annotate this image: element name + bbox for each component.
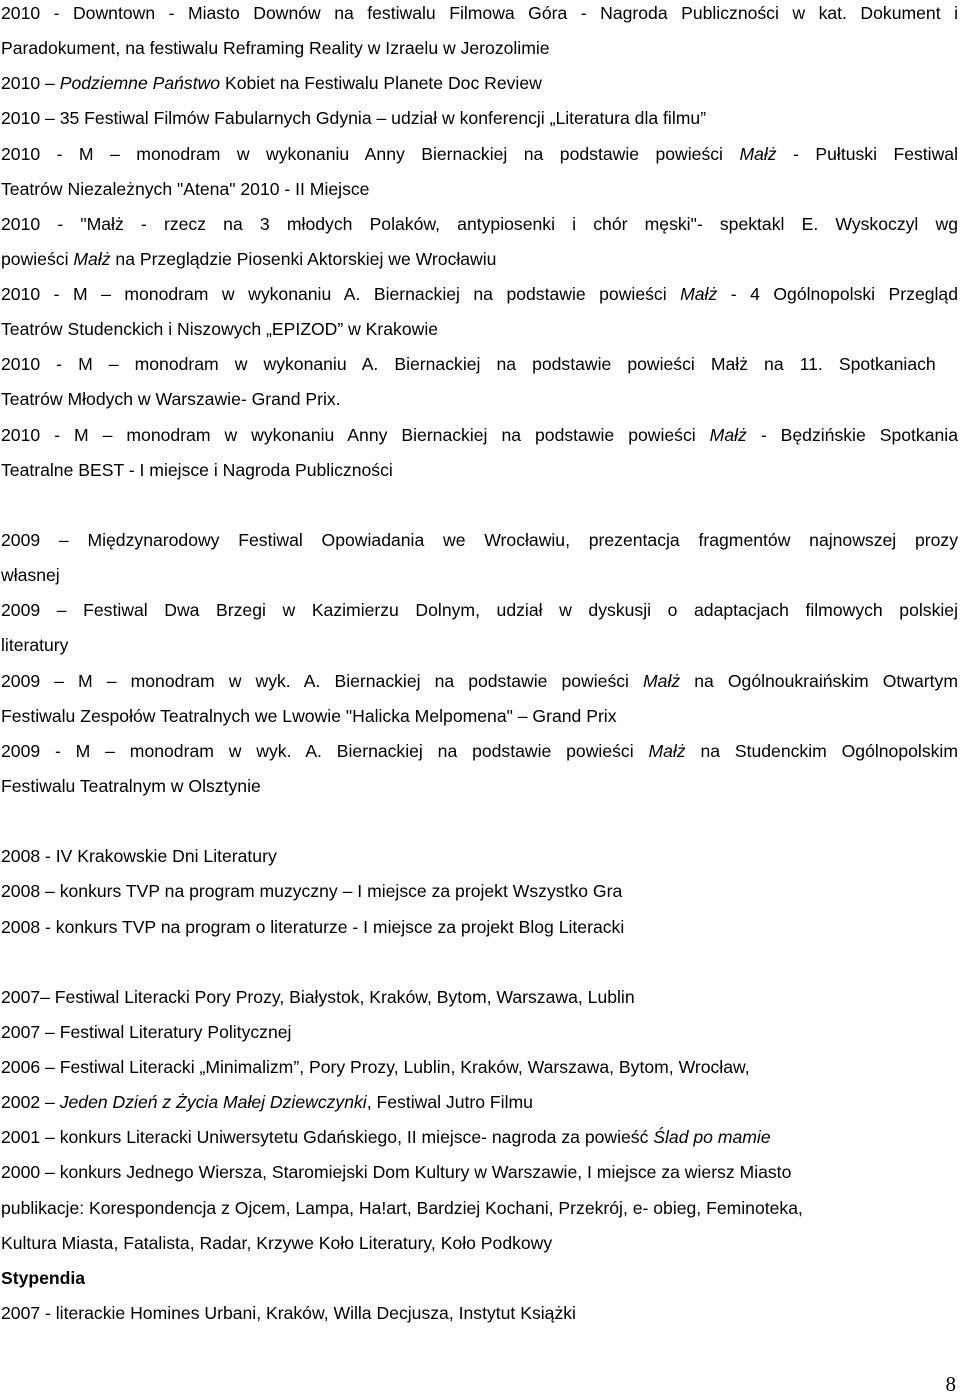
italic-title: Małż [709,425,747,445]
text-line [1,914,624,940]
line-text [1,1054,750,1080]
text-run: Kobiet na Festiwalu Planete Doc Review [220,73,542,93]
text-run: 2009 – M – monodram w wyk. A. Biernackiej na podstawie powieści [1,671,644,691]
line-text [1,984,635,1010]
line-text [1,176,369,202]
text-line [1,1054,750,1080]
text-line [1,1124,771,1150]
line-text [1,105,706,131]
line-text [1,1300,576,1326]
text-line [1,773,261,799]
line-text [1,211,958,237]
text-run: 2009 – Festiwal Dwa Brzegi w Kazimierzu Dolnym, udział w dyskusji o adaptacjach filmowych polskiej [1,600,958,620]
line-text [1,527,958,553]
text-run: Paradokument, na festiwalu Reframing Reality w Izraelu w Jerozolimie [1,38,550,58]
line-text [1,773,261,799]
text-run: 2010 - M – monodram w wykonaniu A. Biernackiej na podstawie powieści [1,284,681,304]
page-number: 8 [945,1372,956,1396]
text-line [1,1159,791,1185]
text-run: 2007 – Festiwal Literatury Politycznej [1,1022,292,1042]
line-text [1,316,438,342]
text-run: Festiwalu Teatralnym w Olsztynie [1,776,261,796]
text-run: 2010 – [1,73,60,93]
text-run: Festiwalu Zespołów Teatralnych we Lwowie "Halicka Melpomena" – Grand Prix [1,706,617,726]
italic-title: Małż [73,249,111,269]
text-run: Teatrów Niezależnych "Atena" 2010 - II Miejsce [1,179,370,199]
text-run: Teatralne BEST - I miejsce i Nagroda Publiczności [1,460,393,480]
line-text [1,1230,552,1256]
line-text [1,632,68,658]
text-line [1,386,341,412]
line-text [1,1124,771,1150]
text-run: 2007– Festiwal Literacki Pory Prozy, Białystok, Kraków, Bytom, Warszawa, Lublin [1,987,635,1007]
text-run: 2010 – 35 Festiwal Filmów Fabularnych Gdynia – udział w konferencji „Literatura dla filmu” [1,108,707,128]
text-run: Teatrów Młodych w Warszawie- Grand Prix. [1,389,341,409]
text-run: 2008 - konkurs TVP na program o literaturze - I miejsce za projekt Blog Literacki [1,917,625,937]
text-line [1,316,438,342]
line-text [1,878,622,904]
text-line [1,562,60,588]
italic-title: Podziemne Państwo [59,73,221,93]
text-run: na Ogólnoukraińskim Otwartym [680,671,958,691]
text-line [1,527,958,553]
text-run: 2007 - literackie Homines Urbani, Kraków, Willa Decjusza, Instytut Książki [1,1303,576,1323]
text-run: publikacje: Korespondencja z Ojcem, Lampa, Ha!art, Bardziej Kochani, Przekrój, e- obieg, Feminoteka, [1,1198,803,1218]
text-line [1,246,496,272]
text-run: na Studenckim Ogólnopolskim [685,741,958,761]
text-run: - Pułtuski Festiwal [776,144,958,164]
text-line [1,35,550,61]
line-text [1,281,958,307]
italic-title: Małż [643,671,681,691]
text-line [1,0,958,26]
text-run: - 4 Ogólnopolski Przegląd [717,284,958,304]
italic-title: Ślad po mamie [653,1127,771,1147]
bold-text: Stypendia [1,1268,86,1288]
text-run: 2006 – Festiwal Literacki „Minimalizm”, Pory Prozy, Lublin, Kraków, Warszawa, Bytom, Wrocław, [1,1057,750,1077]
line-text [1,70,542,96]
line-text [1,1195,803,1221]
line-text [1,457,393,483]
text-line [1,668,958,694]
text-run: 2008 - IV Krakowskie Dni Literatury [1,846,277,866]
text-line [1,703,617,729]
line-text [1,562,60,588]
text-line [1,422,958,448]
line-text [1,1089,533,1115]
line-text [1,246,496,272]
text-run: , Festiwal Jutro Filmu [366,1092,533,1112]
text-line [1,176,369,202]
text-run: literatury [1,635,69,655]
text-line [1,843,277,869]
italic-title: Małż [680,284,718,304]
text-run: 2008 – konkurs TVP na program muzyczny – I miejsce za projekt Wszystko Gra [1,881,623,901]
text-line [1,597,958,623]
line-text [1,1019,291,1045]
text-line [1,1019,291,1045]
text-run: 2010 - M – monodram w wykonaniu A. Biernackiej na podstawie powieści Małż na 11. Spotkaniach [1,354,936,374]
text-line [1,878,622,904]
text-run: Teatrów Studenckich i Niszowych „EPIZOD” w Krakowie [1,319,439,339]
text-line [1,281,958,307]
text-run: 2009 – Międzynarodowy Festiwal Opowiadania we Wrocławiu, prezentacja fragmentów najnowszej prozy [1,530,958,550]
text-line [1,70,542,96]
text-run: 2010 - M – monodram w wykonaniu Anny Biernackiej na podstawie powieści [1,425,710,445]
text-run: 2000 – konkurs Jednego Wiersza, Staromiejski Dom Kultury w Warszawie, I miejsce za wiersz Miasto [1,1162,792,1182]
text-line [1,738,958,764]
line-text [1,386,341,412]
text-line [1,1300,576,1326]
text-run: 2009 - M – monodram w wyk. A. Biernackiej na podstawie powieści [1,741,649,761]
text-run: 2002 – [1,1092,60,1112]
text-run: Kultura Miasta, Fatalista, Radar, Krzywe Koło Literatury, Koło Podkowy [1,1233,553,1253]
text-line [1,1230,552,1256]
text-run: 2010 - "Małż - rzecz na 3 młodych Polaków, antypiosenki i chór męski"- spektakl E. Wyskoczyl wg [1,214,958,234]
section-heading [1,1265,85,1291]
text-run: własnej [1,565,60,585]
italic-title: Małż [739,144,777,164]
line-text [1,351,936,377]
text-run: 2010 - M – monodram w wykonaniu Anny Biernackiej na podstawie powieści [1,144,740,164]
line-text [1,914,624,940]
line-text [1,1159,791,1185]
text-line [1,1195,803,1221]
line-text [1,0,958,26]
text-line [1,457,393,483]
line-text [1,1265,85,1291]
text-line [1,351,936,377]
italic-title: Małż [648,741,686,761]
line-text [1,141,958,167]
line-text [1,35,550,61]
line-text [1,597,958,623]
line-text [1,703,617,729]
text-run: - Będzińskie Spotkania [746,425,958,445]
text-line [1,105,706,131]
line-text [1,738,958,764]
text-line [1,632,68,658]
text-line [1,1089,533,1115]
text-run: 2010 - Downtown - Miasto Downów na festiwalu Filmowa Góra - Nagroda Publiczności w kat. Dokument i [1,3,958,23]
text-line [1,211,958,237]
text-run: na Przeglądzie Piosenki Aktorskiej we Wrocławiu [110,249,497,269]
line-text [1,843,277,869]
text-line [1,984,635,1010]
italic-title: Jeden Dzień z Życia Małej Dziewczynki [59,1092,367,1112]
line-text [1,422,958,448]
line-text [1,668,958,694]
text-run: 2001 – konkurs Literacki Uniwersytetu Gdańskiego, II miejsce- nagroda za powieść [1,1127,654,1147]
text-run: powieści [1,249,74,269]
text-line [1,141,958,167]
